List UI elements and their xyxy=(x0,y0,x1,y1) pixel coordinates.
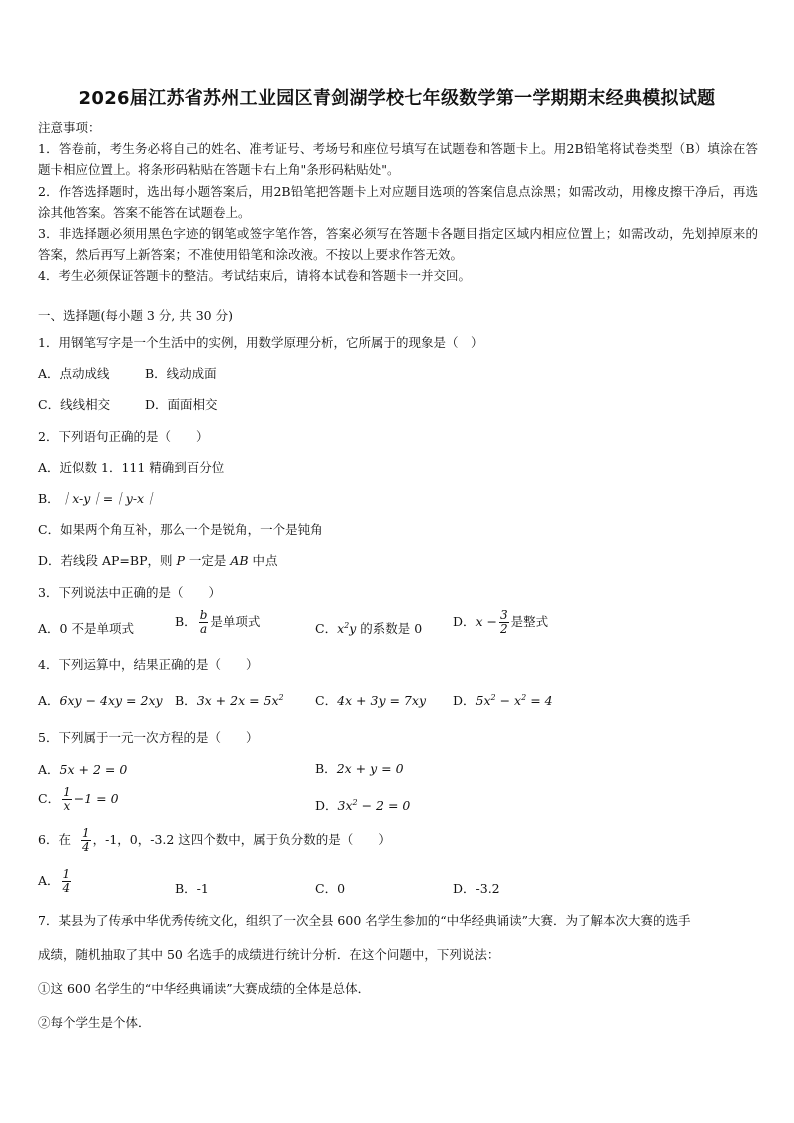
fraction xyxy=(81,827,91,854)
q5-option-d xyxy=(315,796,410,814)
question-2-stem: 2．下列语句正确的是（ ） xyxy=(38,429,209,444)
q2-option-d xyxy=(38,551,278,569)
fraction-denominator: 2 xyxy=(500,622,508,636)
math-expression: 3x + 2x = 5x xyxy=(196,693,279,708)
option-text: 中点 xyxy=(248,553,278,568)
math-expression: x − xyxy=(475,614,498,629)
q3-option-a: A．0 不是单项式 xyxy=(38,621,134,636)
option-label: A． xyxy=(38,693,60,708)
q6-option-a xyxy=(38,868,73,895)
math-exponent: 2 xyxy=(490,692,496,702)
math-expression: 4x + 3y = 7xy xyxy=(337,693,427,708)
option-label: B． xyxy=(38,491,60,506)
math-expression: − 2 = 0 xyxy=(357,798,411,813)
math-exponent: 2 xyxy=(278,692,284,702)
question-7-statement: ①这 600 名学生的“中华经典诵读”大赛成绩的全体是总体． xyxy=(38,981,371,996)
option-label: A． xyxy=(38,762,60,777)
math-expression xyxy=(476,693,553,708)
q6-option-b: B．-1 xyxy=(175,881,209,896)
q6-option-c: C．0 xyxy=(315,881,346,896)
section-heading: 一、选择题(每小题 3 分, 共 30 分) xyxy=(38,308,233,323)
notes-heading: 注意事项： xyxy=(38,120,101,135)
option-label: A． xyxy=(38,873,60,888)
q4-option-a xyxy=(38,691,163,709)
math-term: − x xyxy=(495,693,522,708)
q3-option-d xyxy=(453,609,548,636)
q3-option-c xyxy=(315,619,422,637)
q1-option-d: D．面面相交 xyxy=(145,397,218,412)
math-expression: 6xy − 4xy = 2xy xyxy=(59,693,163,708)
option-text: D．若线段 AP=BP，则 xyxy=(38,553,177,568)
math-expression: 2x + y = 0 xyxy=(336,761,404,776)
q2-option-a: A．近似数 1．111 精确到百分位 xyxy=(38,460,225,475)
note-item: 2．作答选择题时，选出每小题答案后，用2B铅笔把答题卡上对应题目选项的答案信息点涂黑；如需改动，用橡皮擦干净后，再选涂其他答案。答案不能答在试题卷上。 xyxy=(38,183,758,220)
question-5-stem: 5．下列属于一元一次方程的是（ ） xyxy=(38,730,259,745)
q4-option-d xyxy=(453,691,553,709)
option-label: B． xyxy=(175,614,197,629)
q5-option-b xyxy=(315,759,404,777)
fraction-denominator: x xyxy=(63,799,71,813)
q6-option-d: D．-3.2 xyxy=(453,881,500,896)
question-3-stem: 3．下列说法中正确的是（ ） xyxy=(38,585,221,600)
question-6-stem xyxy=(38,827,391,854)
fraction xyxy=(199,609,209,636)
page-title: 2026届江苏省苏州工业园区青剑湖学校七年级数学第一学期期末经典模拟试题 xyxy=(78,88,716,109)
q1-option-a: A．点动成线 xyxy=(38,366,110,381)
math-exponent: 2 xyxy=(344,620,350,630)
math-expression: 5x + 2 = 0 xyxy=(59,762,128,777)
q4-option-c xyxy=(315,691,426,709)
math-variable: AB xyxy=(230,553,249,568)
fraction-denominator: 4 xyxy=(81,840,90,854)
q5-option-c xyxy=(38,786,119,813)
note-item: 1．答卷前，考生务必将自己的姓名、准考证号、考场号和座位号填写在试题卷和答题卡上。用2B铅笔将试卷类型（B）填涂在答题卡相应位置上。将条形码粘贴在答题卡右上角"条形码粘贴处"。 xyxy=(38,141,758,178)
question-7-statement: ②每个学生是个体． xyxy=(38,1015,151,1030)
fraction-denominator: 4 xyxy=(62,881,71,895)
fraction-numerator: b xyxy=(199,608,208,622)
question-7-line: 成绩，随机抽取了其中 50 名选手的成绩进行统计分析．在这个问题中，下列说法： xyxy=(38,947,500,962)
option-label: B． xyxy=(175,693,197,708)
fraction xyxy=(62,786,72,813)
math-expression: −1 = 0 xyxy=(73,791,119,806)
option-label: C． xyxy=(315,693,338,708)
math-term: 5x xyxy=(475,693,491,708)
stem-text: ，-1，0，-3.2 这四个数中，属于负分数的是（ ） xyxy=(92,832,391,847)
question-7-line: 7．某县为了传承中华优秀传统文化，组织了一次全县 600 名学生参加的“中华经典诵读”大赛．为了解本次大赛的选手 xyxy=(38,913,691,928)
fraction-numerator: 3 xyxy=(500,608,508,622)
math-exponent: 2 xyxy=(352,797,358,807)
math-base: y xyxy=(349,621,357,636)
math-base: x xyxy=(337,621,345,636)
option-label: C． xyxy=(38,791,61,806)
math-variable: P xyxy=(176,553,185,568)
q5-option-a xyxy=(38,760,127,778)
note-item: 3．非选择题必须用黑色字迹的钢笔或签字笔作答，答案必须写在答题卡各题目指定区域内相应位置上；如需改动，先划掉原来的答案，然后再写上新答案；不准使用铅笔和涂改液。不按以上要求作答无效。 xyxy=(38,226,758,263)
stem-text: 6．在 xyxy=(38,832,71,847)
fraction-numerator: 1 xyxy=(81,826,90,840)
option-text: 是单项式 xyxy=(210,614,261,629)
q4-option-b xyxy=(175,691,284,709)
math-term: = 4 xyxy=(526,693,553,708)
fraction xyxy=(62,868,72,895)
math-exponent: 2 xyxy=(521,692,527,702)
option-label: C． xyxy=(315,621,338,636)
fraction-numerator: 1 xyxy=(63,785,71,799)
q3-option-b xyxy=(175,609,260,636)
fraction-numerator: 1 xyxy=(62,867,71,881)
option-label: B． xyxy=(315,761,337,776)
option-text: 的系数是 0 xyxy=(356,621,423,636)
option-label: D． xyxy=(453,693,476,708)
option-label: D． xyxy=(315,798,338,813)
math-expression: 3x xyxy=(337,798,353,813)
option-text: 一定是 xyxy=(184,553,231,568)
q1-option-b: B．线动成面 xyxy=(145,366,217,381)
fraction xyxy=(499,609,509,636)
q2-option-b xyxy=(38,489,157,507)
option-label: D． xyxy=(453,614,476,629)
notes-block xyxy=(38,117,758,287)
math-expression: ｜x-y｜=｜y-x｜ xyxy=(59,491,157,506)
option-text: 是整式 xyxy=(510,614,549,629)
fraction-denominator: a xyxy=(199,622,208,636)
note-item: 4．考生必须保证答题卡的整洁。考试结束后，请将本试卷和答题卡一并交回。 xyxy=(38,268,471,284)
question-4-stem: 4．下列运算中，结果正确的是（ ） xyxy=(38,657,259,672)
math-expression xyxy=(337,621,356,636)
q2-option-c: C．如果两个角互补，那么一个是锐角，一个是钝角 xyxy=(38,522,323,537)
q1-option-c: C．线线相交 xyxy=(38,397,111,412)
question-1-stem: 1．用钢笔写字是一个生活中的实例，用数学原理分析，它所属于的现象是（ ） xyxy=(38,335,484,350)
